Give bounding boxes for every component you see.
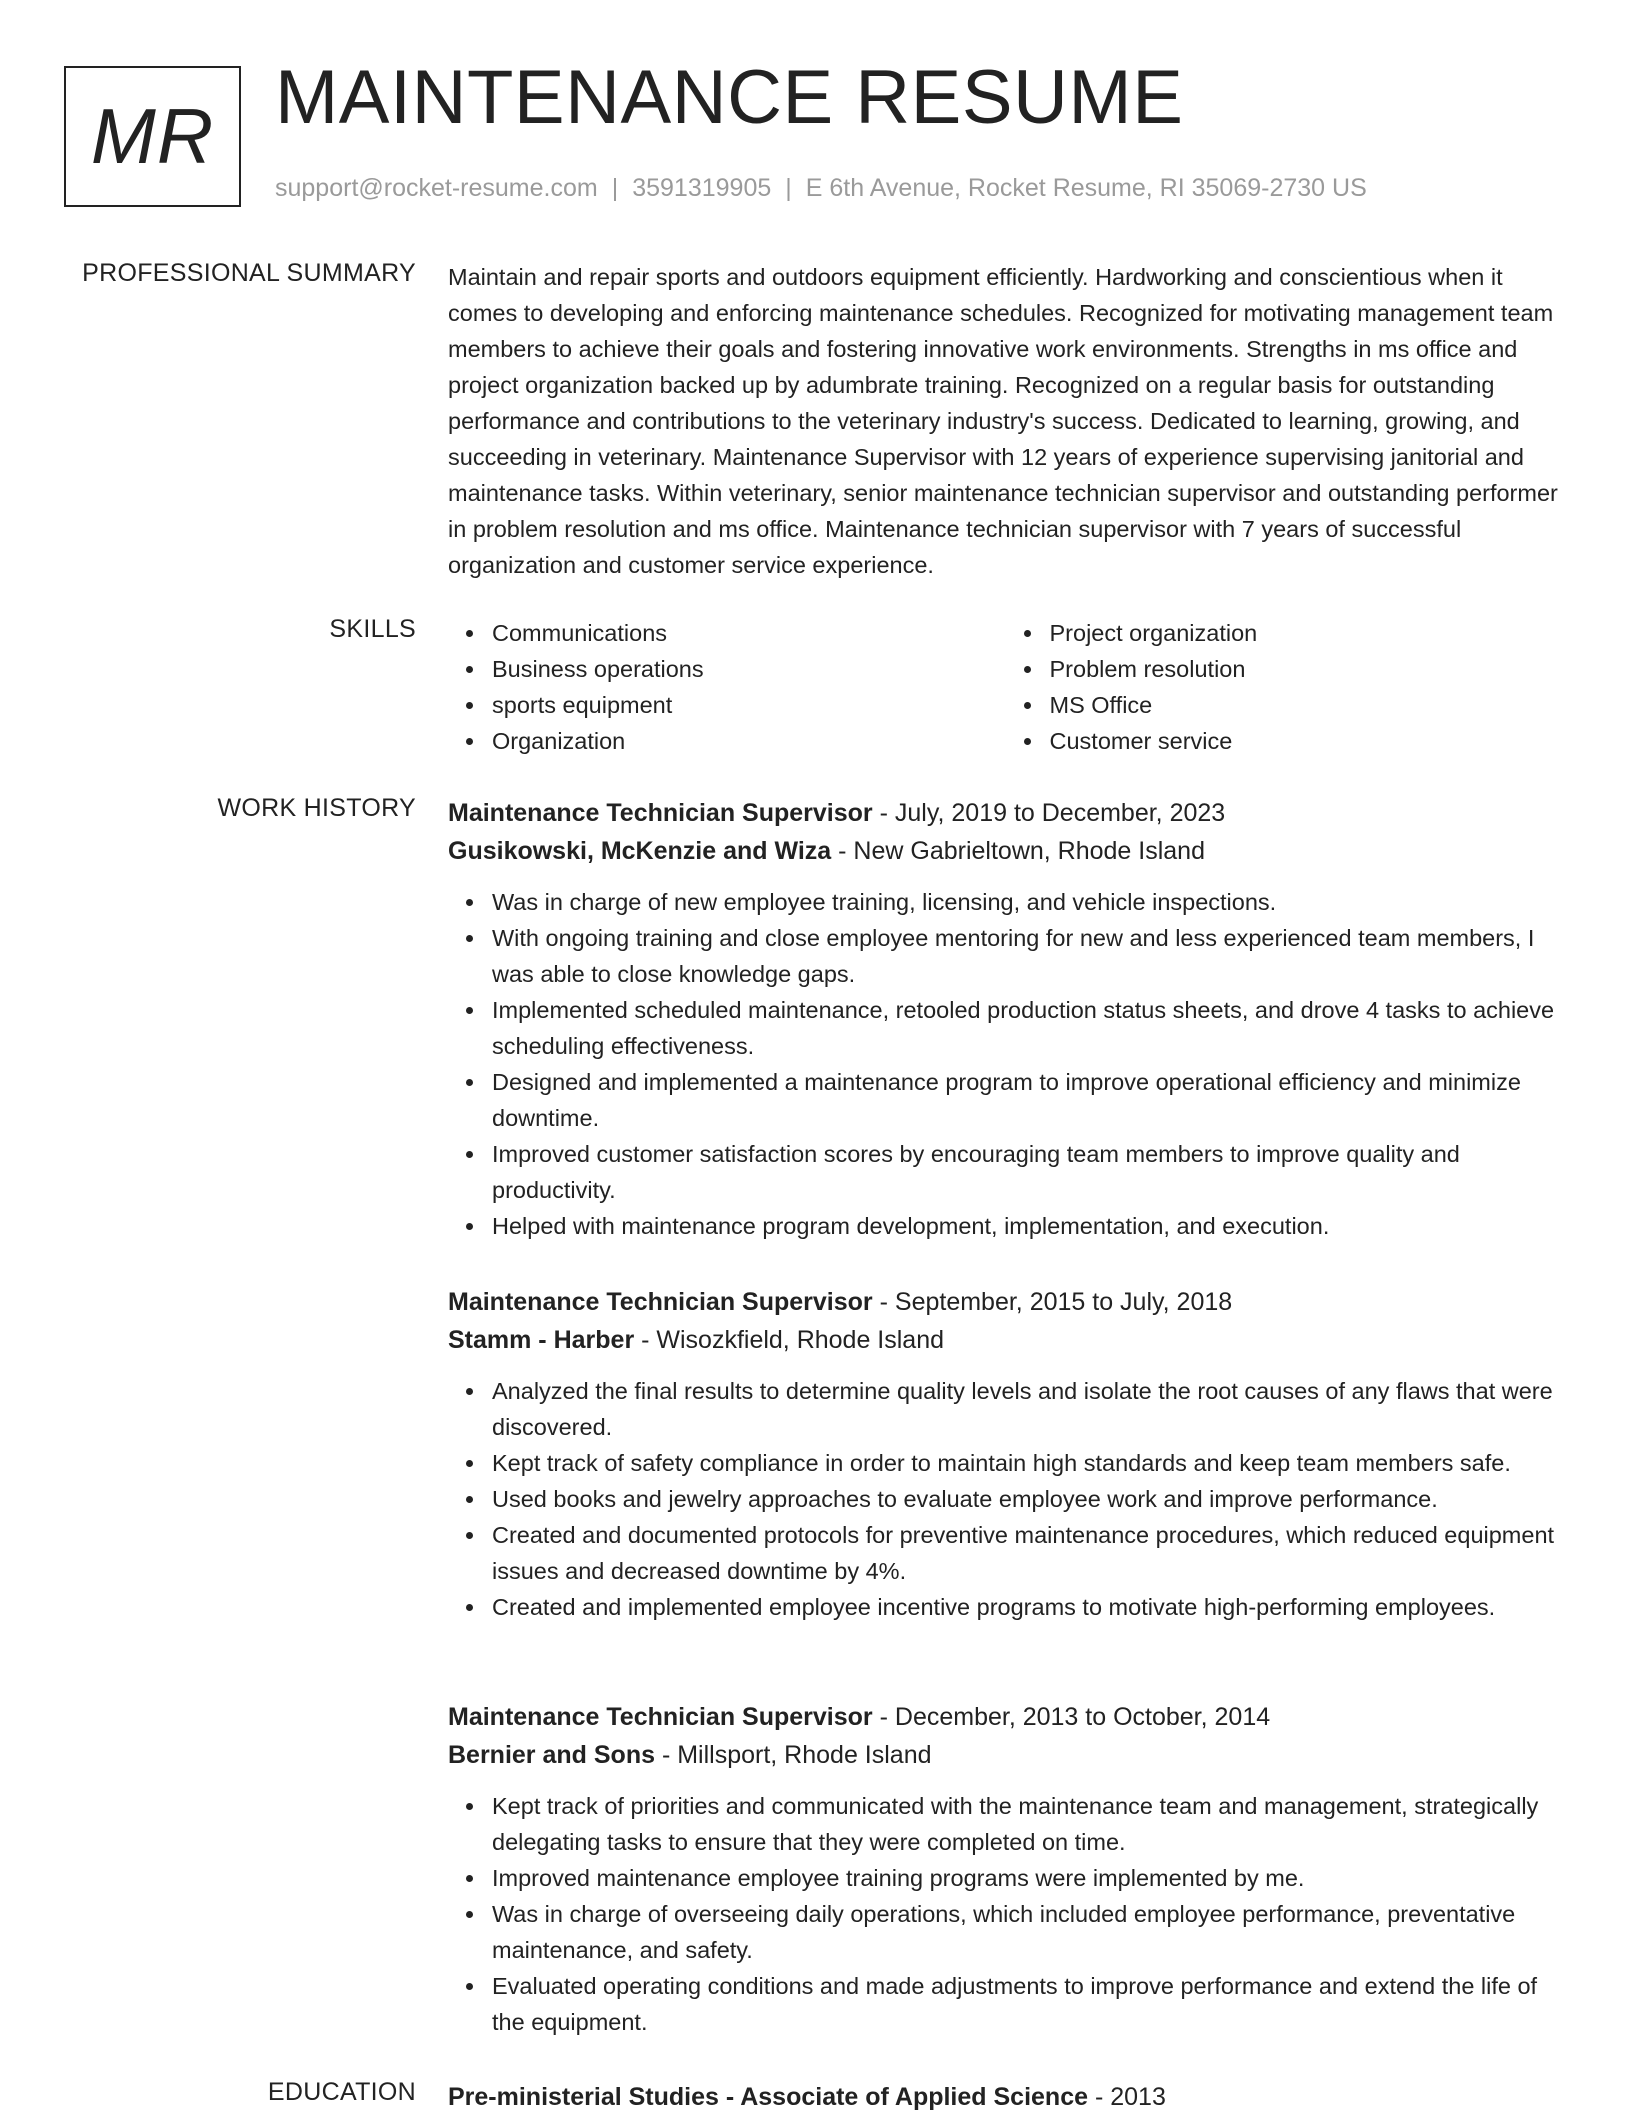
job-bullet: Evaluated operating conditions and made adjustments to improve performance and extend the life of the equipment. [492, 1968, 1563, 2040]
skill-item: Customer service [1050, 723, 1564, 759]
job-bullet: Created and documented protocols for preventive maintenance procedures, which reduced equipment issues and decreased downtime by 4%. [492, 1517, 1563, 1589]
job-bullet: Improved customer satisfaction scores by encouraging team members to improve quality and productivity. [492, 1136, 1563, 1208]
section-body [448, 2078, 1563, 2116]
skills-list-right [1006, 615, 1564, 759]
contact-address: E 6th Avenue, Rocket Resume, RI 35069-2730 US [805, 174, 1367, 202]
skills-list-left [448, 615, 1006, 759]
job-bullet: Kept track of safety compliance in order to maintain high standards and keep team members safe. [492, 1445, 1563, 1481]
job-dates: - December, 2013 to October, 2014 [872, 1703, 1271, 1731]
section-heading: EDUCATION [267, 2078, 416, 2106]
job-bullet: Implemented scheduled maintenance, retooled production status sheets, and drove 4 tasks to achieve scheduling effectiveness. [492, 992, 1563, 1064]
job-bullet: Kept track of priorities and communicated with the maintenance team and management, strategically delegating tasks to ensure that they were completed on time. [492, 1788, 1563, 1860]
job-bullet: Used books and jewelry approaches to evaluate employee work and improve performance. [492, 1481, 1563, 1517]
job-location: - New Gabrieltown, Rhode Island [831, 837, 1205, 865]
job-bullet: Created and implemented employee incentive programs to motivate high-performing employees. [492, 1589, 1563, 1625]
monogram-initials: MR [90, 92, 215, 180]
resume-name: MAINTENANCE RESUME [275, 55, 1184, 140]
skills-columns [448, 615, 1563, 759]
education-line [448, 2078, 1563, 2116]
job-company-line [448, 1321, 1563, 1359]
job-bullet: Was in charge of new employee training, licensing, and vehicle inspections. [492, 884, 1563, 920]
job-location: - Millsport, Rhode Island [655, 1741, 932, 1769]
job-bullet: Improved maintenance employee training programs were implemented by me. [492, 1860, 1563, 1896]
job-bullets [448, 884, 1563, 1244]
section-heading: SKILLS [329, 615, 416, 643]
education-degree: Pre-ministerial Studies - Associate of Applied Science [448, 2083, 1089, 2111]
education-year: - 2013 [1088, 2083, 1166, 2111]
section-body [448, 615, 1563, 759]
job-entry [448, 1283, 1563, 1625]
skill-item: Project organization [1050, 615, 1564, 651]
job-bullets [448, 1373, 1563, 1625]
job-title-line [448, 1283, 1563, 1321]
contact-phone: 3591319905 [632, 174, 772, 202]
monogram-box [64, 66, 241, 207]
job-location: - Wisozkfield, Rhode Island [634, 1326, 945, 1354]
job-bullet: Helped with maintenance program development, implementation, and execution. [492, 1208, 1563, 1244]
job-company: Stamm - Harber [448, 1326, 635, 1354]
job-entry [448, 1698, 1563, 2040]
skill-item: Business operations [492, 651, 1006, 687]
contact-separator: | [785, 174, 792, 202]
summary-text: Maintain and repair sports and outdoors equipment efficiently. Hardworking and conscientious when it comes to developing and enforcing maintenance schedules. Recognized for motivating management team members to achieve their goals and fostering innovative work environments. Strengths in ms office and project organization backed up by adumbrate training. Recognized on a regular basis for outstanding performance and contributions to the veterinary industry's success. Dedicated to learning, growing, and succeeding in veterinary. Maintenance Supervisor with 12 years of experience supervising janitorial and maintenance tasks. Within veterinary, senior maintenance technician supervisor and outstanding performer in problem resolution and ms office. Maintenance technician supervisor with 7 years of successful organization and customer service experience. [448, 264, 1558, 578]
section-heading: PROFESSIONAL SUMMARY [82, 259, 416, 287]
contact-email: support@rocket-resume.com [275, 174, 598, 202]
skill-item: Problem resolution [1050, 651, 1564, 687]
job-title-line [448, 1698, 1563, 1736]
contact-line [275, 174, 1367, 203]
skill-item: Communications [492, 615, 1006, 651]
skill-item: sports equipment [492, 687, 1006, 723]
job-dates: - September, 2015 to July, 2018 [872, 1288, 1233, 1316]
job-title: Maintenance Technician Supervisor [448, 799, 873, 827]
job-title-line [448, 794, 1563, 832]
section-heading: WORK HISTORY [217, 794, 416, 822]
job-dates: - July, 2019 to December, 2023 [872, 799, 1226, 827]
job-title: Maintenance Technician Supervisor [448, 1703, 873, 1731]
job-title: Maintenance Technician Supervisor [448, 1288, 873, 1316]
job-company: Gusikowski, McKenzie and Wiza [448, 837, 832, 865]
job-company: Bernier and Sons [448, 1741, 655, 1769]
skill-item: Organization [492, 723, 1006, 759]
job-bullet: Designed and implemented a maintenance program to improve operational efficiency and minimize downtime. [492, 1064, 1563, 1136]
job-bullet: With ongoing training and close employee mentoring for new and less experienced team members, I was able to close knowledge gaps. [492, 920, 1563, 992]
job-company-line [448, 832, 1563, 870]
skill-item: MS Office [1050, 687, 1564, 723]
job-company-line [448, 1736, 1563, 1774]
contact-separator: | [611, 174, 619, 202]
job-bullets [448, 1788, 1563, 2040]
job-entry [448, 794, 1563, 1244]
job-bullet: Was in charge of overseeing daily operations, which included employee performance, preventative maintenance, and safety. [492, 1896, 1563, 1968]
job-bullet: Analyzed the final results to determine quality levels and isolate the root causes of any flaws that were discovered. [492, 1373, 1563, 1445]
section-body [448, 259, 1563, 583]
